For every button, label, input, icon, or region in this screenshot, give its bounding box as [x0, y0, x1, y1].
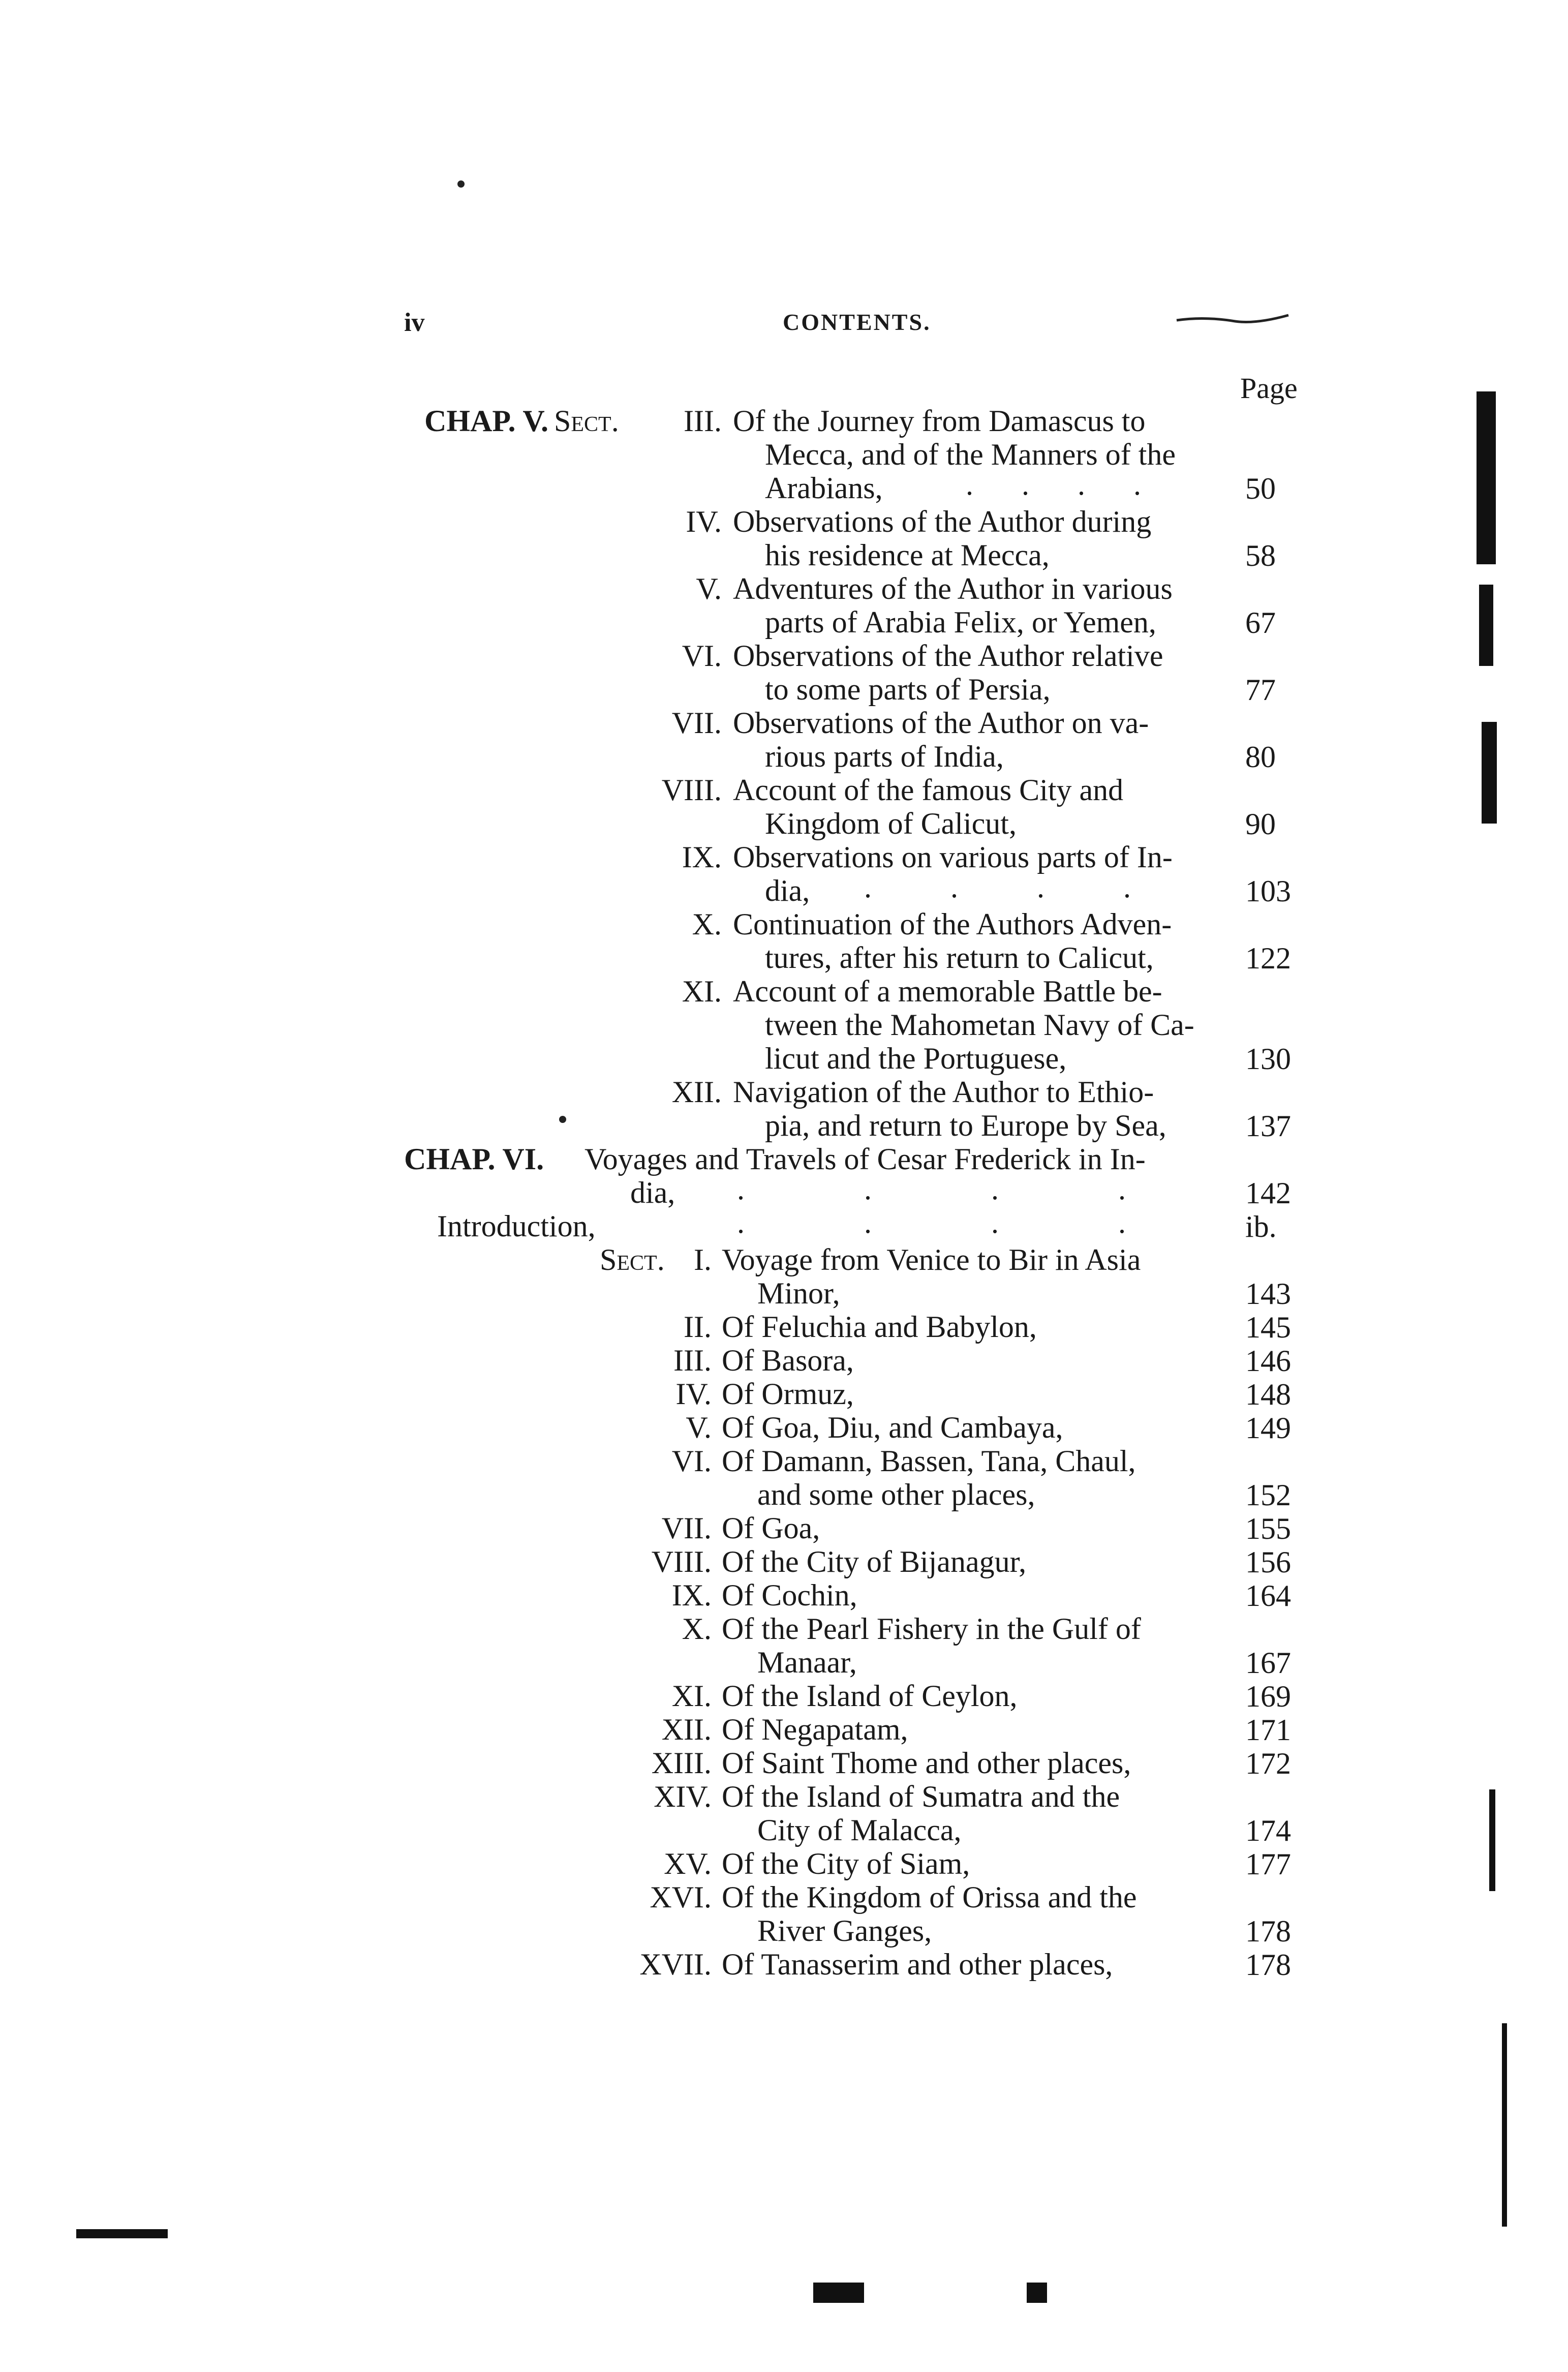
entry-line: Of Negapatam,: [722, 1713, 908, 1746]
entry-line: Of the Island of Sumatra and the: [722, 1780, 1120, 1813]
page-ref: 149: [1245, 1411, 1291, 1445]
page-ref: 171: [1245, 1713, 1291, 1747]
entry-line: Observations of the Author relative: [733, 639, 1163, 673]
entry-line: Observations of the Author on va-: [733, 706, 1149, 740]
page-ref: 156: [1245, 1545, 1291, 1579]
entry-line: parts of Arabia Felix, or Yemen,: [765, 605, 1156, 639]
page-ref: 103: [1245, 874, 1291, 908]
sect-numeral: IX.: [671, 1578, 712, 1612]
entry-line: Of Goa, Diu, and Cambaya,: [722, 1411, 1063, 1444]
entry-line: Of Ormuz,: [722, 1377, 854, 1411]
page-ref: 146: [1245, 1344, 1291, 1378]
leader-dots: . . . .: [966, 468, 1161, 501]
page-ref: 178: [1245, 1948, 1291, 1982]
leader-dots: . . . .: [737, 1172, 1182, 1206]
entry-line: Of Goa,: [722, 1511, 820, 1545]
page-ref: 90: [1245, 807, 1276, 841]
page-ref: 67: [1245, 606, 1276, 640]
entry-line: Mecca, and of the Manners of the: [765, 438, 1176, 471]
entry-line: Manaar,: [757, 1646, 857, 1679]
entry-line: Of Feluchia and Babylon,: [722, 1310, 1037, 1344]
entry-line: Of Damann, Bassen, Tana, Chaul,: [722, 1444, 1136, 1478]
entry-line: tures, after his return to Calicut,: [765, 941, 1154, 975]
scan-mark-right-4: [1489, 1789, 1495, 1891]
page-column-heading: Page: [1240, 372, 1298, 405]
entry-line: and some other places,: [757, 1478, 1035, 1511]
scan-dot: [457, 180, 465, 188]
page-ref: 50: [1245, 472, 1276, 505]
sect-numeral: XI.: [671, 1679, 712, 1713]
chapter-v-label: CHAP. V.: [424, 404, 548, 438]
entry-line: his residence at Mecca,: [765, 538, 1050, 572]
introduction-label: Introduction,: [437, 1209, 596, 1243]
sect-numeral: X.: [692, 907, 722, 941]
entry-line: rious parts of India,: [765, 740, 1004, 773]
sect-numeral: V.: [696, 572, 722, 605]
entry-line: Account of a memorable Battle be-: [733, 975, 1162, 1008]
page-ref: 137: [1245, 1109, 1291, 1143]
entry-line: Of the City of Bijanagur,: [722, 1545, 1027, 1578]
sect-numeral: VII.: [661, 1511, 712, 1545]
entry-line: Of the Pearl Fishery in the Gulf of: [722, 1612, 1141, 1646]
chapter-vi-title-line: dia,: [630, 1176, 675, 1209]
sect-numeral: III.: [684, 404, 722, 438]
page-ref: 178: [1245, 1914, 1291, 1948]
sect-numeral: VIII.: [651, 1545, 712, 1578]
page-ref: 164: [1245, 1579, 1291, 1613]
chapter-vi-label: CHAP. VI.: [404, 1142, 544, 1176]
page-ref: 174: [1245, 1814, 1291, 1847]
chapter-vi-sect-label: Sect.: [600, 1243, 665, 1276]
entry-line: Account of the famous City and: [733, 773, 1124, 807]
page-ref: 122: [1245, 941, 1291, 975]
sect-numeral: IV.: [686, 505, 722, 538]
sect-numeral: XIII.: [651, 1746, 712, 1780]
page-ref: 177: [1245, 1847, 1291, 1881]
sect-numeral: XII.: [671, 1075, 722, 1109]
chapter-vi-title-line: Voyages and Travels of Cesar Frederick in In-: [585, 1142, 1146, 1176]
entry-line: Adventures of the Author in various: [733, 572, 1173, 605]
sect-numeral: XVI.: [650, 1880, 712, 1914]
scan-mark-bottom-center-2: [1027, 2283, 1047, 2303]
sect-numeral: XII.: [661, 1713, 712, 1746]
entry-line: River Ganges,: [757, 1914, 932, 1948]
page-ref: 155: [1245, 1512, 1291, 1545]
entry-line: Of Basora,: [722, 1344, 854, 1377]
sect-numeral: VI.: [682, 639, 722, 673]
running-title: CONTENTS.: [783, 309, 931, 335]
page-ref: 167: [1245, 1646, 1291, 1680]
entry-line: Of the Journey from Damascus to: [733, 404, 1146, 438]
page-ref: 172: [1245, 1747, 1291, 1780]
entry-line: Of Saint Thome and other places,: [722, 1746, 1131, 1780]
entry-line: Of the Island of Ceylon,: [722, 1679, 1018, 1713]
sect-numeral: XV.: [664, 1847, 712, 1880]
leader-dots: . . . .: [737, 1206, 1182, 1239]
page-ref: 58: [1245, 539, 1276, 572]
scan-dot: [559, 1116, 566, 1123]
page-ref: 169: [1245, 1680, 1291, 1713]
sect-numeral: VII.: [671, 706, 722, 740]
entry-line: Observations of the Author during: [733, 505, 1152, 538]
entry-line: to some parts of Persia,: [765, 673, 1051, 706]
scan-mark-right-2: [1479, 585, 1493, 666]
sect-numeral: I.: [694, 1243, 712, 1276]
page-ref: 77: [1245, 673, 1276, 707]
page-ref: 152: [1245, 1478, 1291, 1512]
sect-numeral: VIII.: [661, 773, 722, 807]
flourish-ornament: [1174, 311, 1291, 326]
entry-line: Kingdom of Calicut,: [765, 807, 1017, 840]
page-ref: 80: [1245, 740, 1276, 774]
leader-dots: . . . .: [864, 870, 1166, 904]
page-ref: 143: [1245, 1277, 1291, 1311]
page-ref: 148: [1245, 1378, 1291, 1411]
scan-mark-bottom-left: [76, 2229, 168, 2238]
scan-mark-right-1: [1477, 391, 1496, 564]
entry-line: licut and the Portuguese,: [765, 1042, 1067, 1075]
chapter-v-sect-label: Sect.: [554, 404, 619, 438]
entry-line: tween the Mahometan Navy of Ca-: [765, 1008, 1194, 1042]
entry-line: Of the Kingdom of Orissa and the: [722, 1880, 1137, 1914]
entry-line: Voyage from Venice to Bir in Asia: [722, 1243, 1141, 1276]
sect-numeral: IV.: [675, 1377, 712, 1411]
page-number: iv: [404, 308, 425, 337]
entry-line: Observations on various parts of In-: [733, 840, 1173, 874]
entry-line: Of Cochin,: [722, 1578, 857, 1612]
entry-line: Minor,: [757, 1276, 840, 1310]
entry-line: Arabians,: [765, 471, 883, 505]
entry-line: Of the City of Siam,: [722, 1847, 970, 1880]
entry-line: pia, and return to Europe by Sea,: [765, 1109, 1166, 1142]
sect-numeral: XVII.: [639, 1948, 712, 1981]
sect-numeral: V.: [686, 1411, 712, 1444]
scan-mark-bottom-center-1: [813, 2283, 864, 2303]
sect-numeral: II.: [684, 1310, 712, 1344]
entry-line: City of Malacca,: [757, 1813, 962, 1847]
sect-numeral: III.: [673, 1344, 712, 1377]
scan-mark-right-3: [1482, 722, 1497, 824]
sect-numeral: XIV.: [654, 1780, 712, 1813]
scan-mark-right-5: [1502, 2023, 1507, 2227]
entry-line: Continuation of the Authors Adven-: [733, 907, 1172, 941]
sect-numeral: XI.: [682, 975, 722, 1008]
entry-line: Navigation of the Author to Ethio-: [733, 1075, 1154, 1109]
page-ref: 130: [1245, 1042, 1291, 1076]
sect-numeral: X.: [682, 1612, 712, 1646]
page-ref: 142: [1245, 1176, 1291, 1210]
sect-numeral: IX.: [682, 840, 722, 874]
page-ref: 145: [1245, 1311, 1291, 1344]
entry-line: dia,: [765, 874, 810, 907]
sect-numeral: VI.: [671, 1444, 712, 1478]
page-ref: ib.: [1245, 1210, 1277, 1243]
entry-line: Of Tanasserim and other places,: [722, 1948, 1113, 1981]
